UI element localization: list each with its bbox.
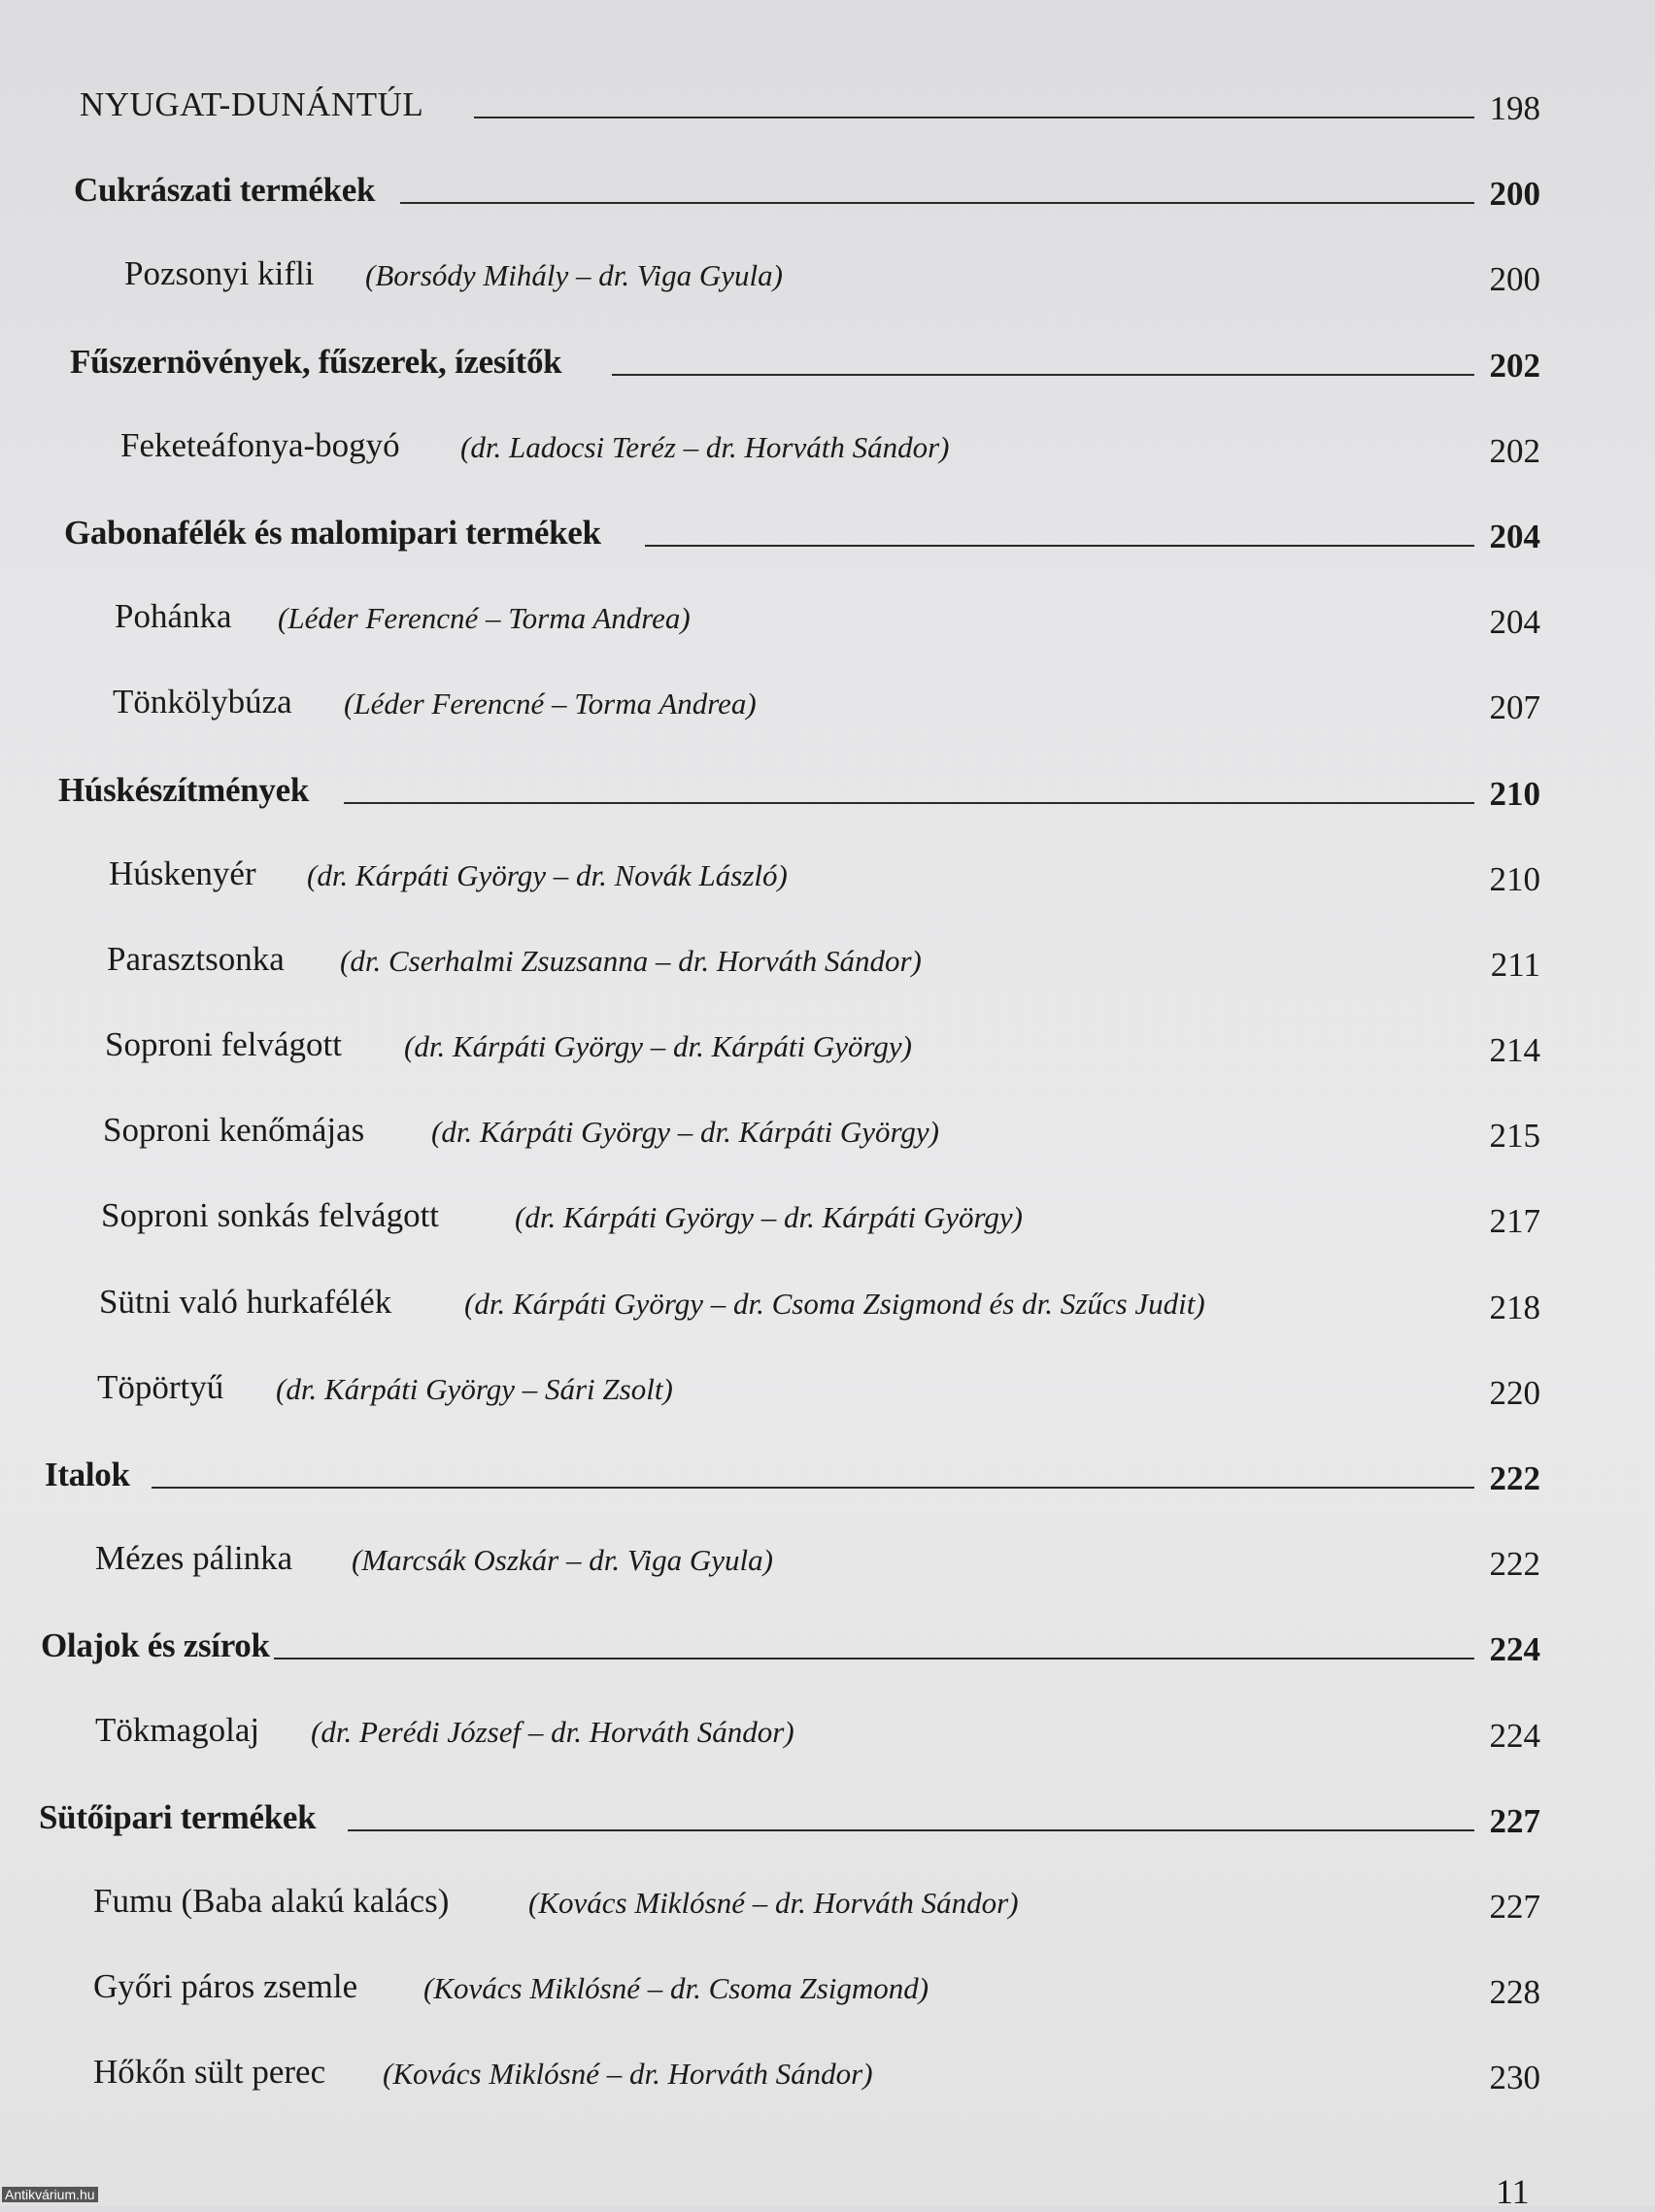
toc-entry-row [0, 1177, 1655, 1262]
toc-section-row [0, 1605, 1655, 1691]
toc-section-title: Olajok és zsírok [41, 1626, 270, 1665]
toc-entry-authors: (dr. Kárpáti György – Sári Zsolt) [276, 1371, 673, 1406]
toc-entry-title: Sütni való hurkafélék [99, 1282, 392, 1321]
toc-page-number: 198 [1489, 89, 1540, 127]
page-number: 11 [1496, 2172, 1530, 2211]
toc-page-number: 200 [1489, 260, 1540, 299]
toc-entry-authors: (dr. Kárpáti György – dr. Kárpáti György) [404, 1029, 912, 1064]
toc-section-row [0, 321, 1655, 407]
toc-entry-title: Töpörtyű [97, 1367, 224, 1406]
toc-entry-row [0, 1520, 1655, 1605]
toc-entry-authors: (dr. Kárpáti György – dr. Kárpáti György) [515, 1200, 1023, 1235]
toc-entry-title: Fumu (Baba alakú kalács) [93, 1881, 450, 1920]
toc-entry-authors: (Kovács Miklósné – dr. Horváth Sándor) [528, 1885, 1019, 1920]
toc-entry-row [0, 1349, 1655, 1434]
toc-region-row [0, 64, 1655, 150]
leader-rule [612, 374, 1474, 376]
toc-page-number: 228 [1489, 1973, 1540, 2012]
toc-section-title: Gabonafélék és malomipari termékek [64, 513, 601, 552]
toc-page-number: 211 [1490, 945, 1540, 984]
watermark: Antikvárium.hu [2, 2187, 98, 2202]
toc-page-number: 227 [1489, 1887, 1540, 1926]
toc-section-row [0, 1777, 1655, 1862]
toc-entry-row [0, 663, 1655, 749]
toc-entry-row [0, 235, 1655, 320]
toc-entry-authors: (Borsódy Mihály – dr. Viga Gyula) [365, 258, 783, 293]
toc-entry-title: Soproni kenőmájas [103, 1111, 365, 1150]
toc-entry-authors: (dr. Kárpáti György – dr. Csoma Zsigmond és dr. Szűcs Judit) [464, 1286, 1205, 1321]
toc-entry-row [0, 1948, 1655, 2033]
toc-section-row [0, 492, 1655, 578]
toc-entry-title: Tökmagolaj [95, 1710, 260, 1749]
toc-entry-row [0, 407, 1655, 492]
toc-section-row [0, 150, 1655, 235]
toc-entry-row [0, 1006, 1655, 1091]
toc-page-number: 200 [1489, 175, 1540, 214]
leader-rule [152, 1487, 1474, 1489]
toc-section-row [0, 750, 1655, 835]
toc-entry-row [0, 1263, 1655, 1349]
toc-page-number: 214 [1489, 1031, 1540, 1070]
toc-entry-authors: (dr. Perédi József – dr. Horváth Sándor) [311, 1714, 794, 1749]
toc-entry-row [0, 578, 1655, 663]
toc-entry-row [0, 2033, 1655, 2119]
toc-region-title: NYUGAT-DUNÁNTÚL [80, 85, 424, 123]
toc-entry-title: Mézes pálinka [95, 1539, 293, 1578]
toc-entry-authors: (dr. Kárpáti György – dr. Novák László) [307, 857, 788, 892]
toc-entry-row [0, 1091, 1655, 1177]
toc-section-title: Italok [45, 1456, 130, 1493]
toc-entry-authors: (dr. Kárpáti György – dr. Kárpáti György) [431, 1115, 939, 1150]
toc-entry-title: Pohánka [115, 597, 232, 636]
toc-page-number: 217 [1489, 1202, 1540, 1241]
leader-rule [344, 802, 1474, 804]
toc-page-number: 218 [1489, 1288, 1540, 1326]
toc-page-number: 210 [1489, 774, 1540, 813]
toc-entry-authors: (Léder Ferencné – Torma Andrea) [278, 601, 691, 636]
toc-page-number: 224 [1489, 1630, 1540, 1669]
toc-page-number: 210 [1489, 859, 1540, 898]
toc-entry-row [0, 1862, 1655, 1948]
leader-rule [348, 1829, 1474, 1831]
table-of-contents [0, 64, 1655, 2120]
toc-entry-authors: (Kovács Miklósné – dr. Csoma Zsigmond) [423, 1971, 929, 2006]
toc-entry-row [0, 835, 1655, 921]
toc-page-number: 220 [1489, 1373, 1540, 1412]
toc-section-title: Húskészítmények [58, 770, 310, 809]
toc-page-number: 202 [1489, 431, 1540, 470]
toc-page-number: 227 [1489, 1801, 1540, 1840]
toc-entry-authors: (dr. Ladocsi Teréz – dr. Horváth Sándor) [460, 429, 950, 464]
toc-entry-authors: (Kovács Miklósné – dr. Horváth Sándor) [383, 2057, 873, 2092]
toc-entry-title: Pozsonyi kifli [124, 254, 315, 293]
toc-entry-title: Soproni felvágott [105, 1025, 342, 1064]
toc-page-number: 222 [1489, 1459, 1540, 1497]
toc-entry-row [0, 921, 1655, 1006]
toc-page-number: 204 [1489, 517, 1540, 555]
toc-page-number: 224 [1489, 1716, 1540, 1755]
toc-section-title: Cukrászati termékek [74, 171, 376, 210]
toc-entry-row [0, 1692, 1655, 1777]
toc-page-number: 204 [1489, 603, 1540, 642]
toc-page-number: 215 [1489, 1117, 1540, 1156]
leader-rule [274, 1658, 1474, 1659]
toc-entry-title: Tönkölybúza [113, 683, 292, 721]
toc-entry-title: Húskenyér [109, 854, 256, 892]
leader-rule [645, 545, 1474, 547]
toc-entry-title: Parasztsonka [107, 939, 285, 978]
toc-page-number: 202 [1489, 346, 1540, 385]
leader-rule [400, 202, 1474, 204]
toc-page-number: 230 [1489, 2059, 1540, 2097]
toc-entry-title: Feketeáfonya-bogyó [120, 425, 400, 464]
toc-section-row [0, 1434, 1655, 1520]
toc-section-title: Sütőipari termékek [39, 1797, 317, 1836]
toc-entry-title: Győri páros zsemle [93, 1967, 358, 2006]
toc-page-number: 207 [1489, 688, 1540, 727]
toc-entry-title: Hőkőn sült perec [93, 2053, 326, 2092]
leader-rule [474, 117, 1474, 118]
toc-entry-authors: (dr. Cserhalmi Zsuzsanna – dr. Horváth Sándor) [340, 943, 922, 978]
toc-page-number: 222 [1489, 1545, 1540, 1584]
toc-entry-authors: (Léder Ferencné – Torma Andrea) [344, 687, 757, 721]
toc-entry-title: Soproni sonkás felvágott [101, 1196, 440, 1235]
toc-section-title: Fűszernövények, fűszerek, ízesítők [70, 342, 562, 381]
toc-entry-authors: (Marcsák Oszkár – dr. Viga Gyula) [352, 1543, 773, 1578]
